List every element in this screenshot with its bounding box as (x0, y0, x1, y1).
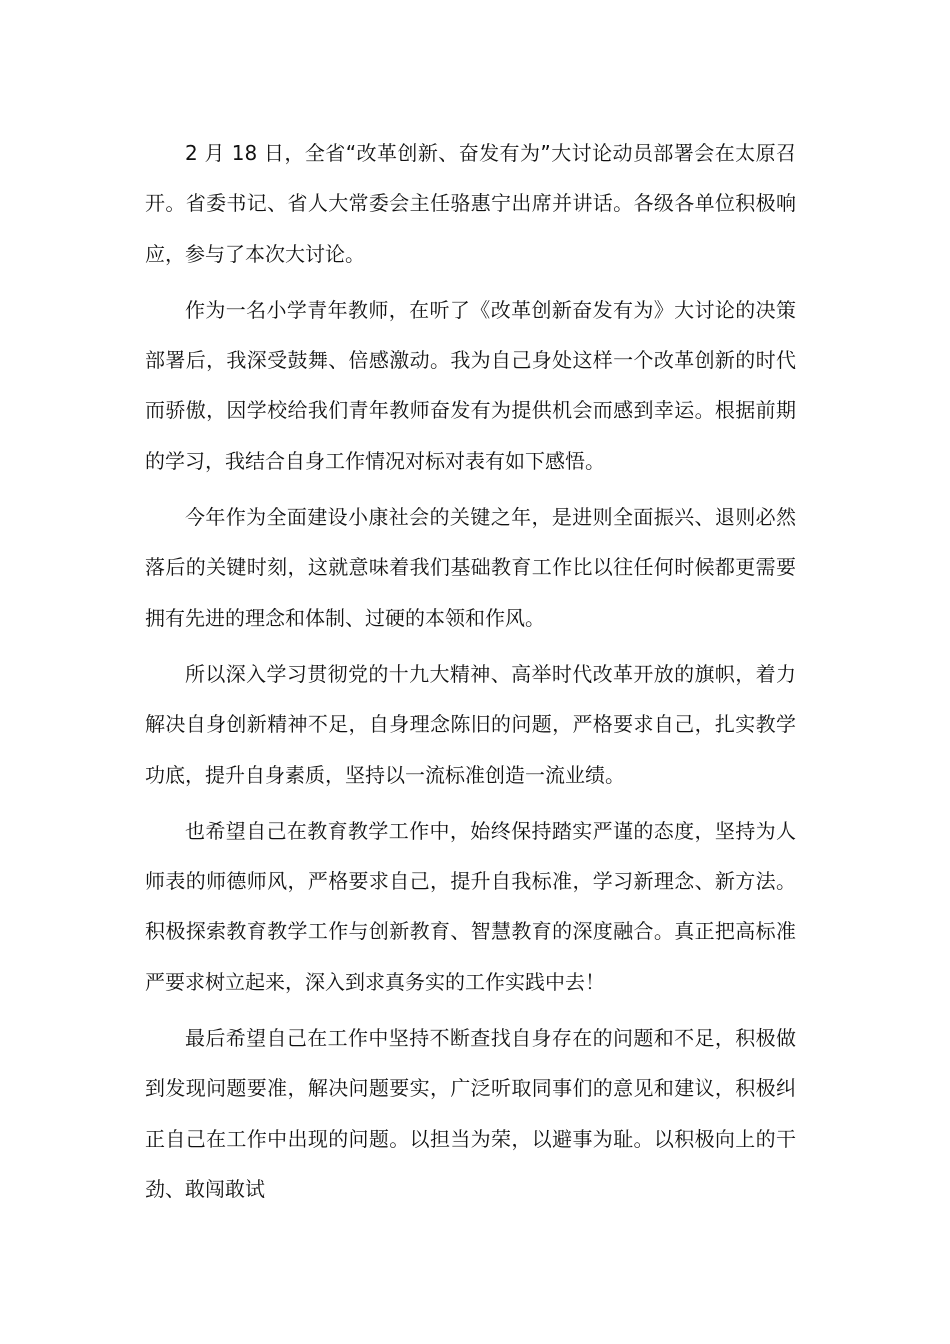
paragraph-1: 2 月 18 日，全省“改革创新、奋发有为”大讨论动员部署会在太原召开。省委书记、省人大常委会主任骆惠宁出席并讲话。各级各单位积极响应，参与了本次大讨论。 (145, 141, 796, 266)
paragraph-4: 所以深入学习贯彻党的十九大精神、高举时代改革开放的旗帜，着力解决自身创新精神不足，自身理念陈旧的问题，严格要求自己，扎实教学功底，提升自身素质，坚持以一流标准创造一流业绩。 (145, 661, 796, 787)
paragraph-2: 作为一名小学青年教师，在听了《改革创新奋发有为》大讨论的决策部署后，我深受鼓舞、倍感激动。我为自己身处这样一个改革创新的时代而骄傲，因学校给我们青年教师奋发有为提供机会而感到幸运。根据前期的学习，我结合自身工作情况对标对表有如下感悟。 (145, 297, 796, 473)
document-body (145, 128, 796, 1220)
paragraph-3: 今年作为全面建设小康社会的关键之年，是进则全面振兴、退则必然落后的关键时刻，这就意味着我们基础教育工作比以往任何时候都更需要拥有先进的理念和体制、过硬的本领和作风。 (145, 505, 796, 630)
paragraph-6: 最后希望自己在工作中坚持不断查找自身存在的问题和不足，积极做到发现问题要准，解决问题要实，广泛听取同事们的意见和建议，积极纠正自己在工作中出现的问题。以担当为荣，以避事为耻。以积极向上的干劲、敢闯敢试 (145, 1026, 796, 1201)
paragraph-5: 也希望自己在教育教学工作中，始终保持踏实严谨的态度，坚持为人师表的师德师风，严格要求自己，提升自我标准，学习新理念、新方法。积极探索教育教学工作与创新教育、智慧教育的深度融合。真正把高标准严要求树立起来，深入到求真务实的工作实践中去！ (145, 818, 796, 994)
